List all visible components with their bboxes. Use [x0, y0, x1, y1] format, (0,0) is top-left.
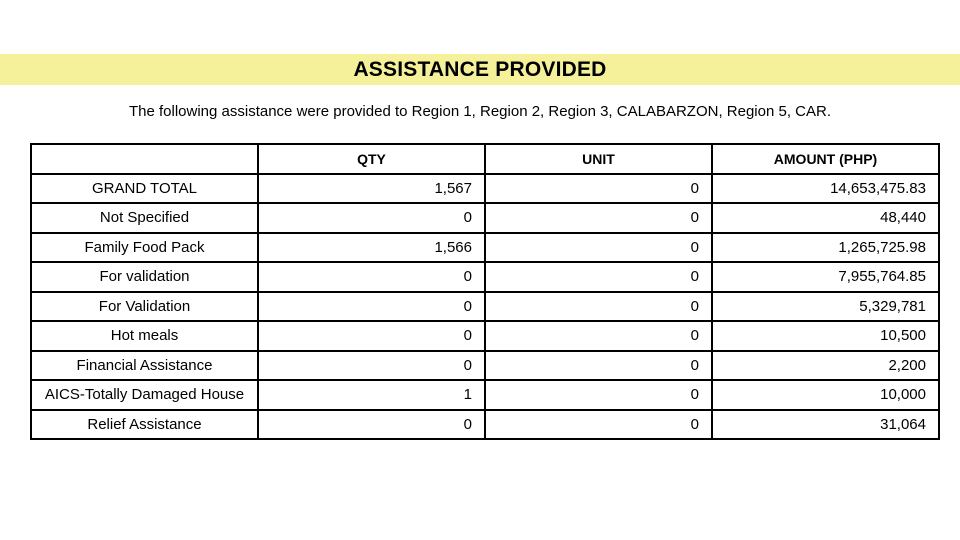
row-unit: 0 [485, 380, 712, 410]
table-row [31, 292, 939, 322]
row-qty: 0 [258, 292, 485, 322]
row-amount: 1,265,725.98 [712, 233, 939, 263]
row-qty: 1,567 [258, 174, 485, 204]
row-unit: 0 [485, 292, 712, 322]
page-title: ASSISTANCE PROVIDED [353, 57, 607, 81]
row-amount: 10,000 [712, 380, 939, 410]
table-body [31, 174, 939, 440]
subtitle: The following assistance were provided to Region 1, Region 2, Region 3, CALABARZON, Region 5, CAR. [128, 103, 832, 120]
table-row [31, 262, 939, 292]
row-amount: 48,440 [712, 203, 939, 233]
header-label [31, 144, 258, 174]
table-row [31, 351, 939, 381]
row-unit: 0 [485, 203, 712, 233]
row-label: Financial Assistance [31, 351, 258, 381]
row-label: For validation [31, 262, 258, 292]
row-amount: 7,955,764.85 [712, 262, 939, 292]
row-amount: 10,500 [712, 321, 939, 351]
title-band [0, 54, 960, 85]
row-qty: 1,566 [258, 233, 485, 263]
row-unit: 0 [485, 233, 712, 263]
row-amount: 5,329,781 [712, 292, 939, 322]
row-label: Family Food Pack [31, 233, 258, 263]
table-row [31, 233, 939, 263]
row-unit: 0 [485, 351, 712, 381]
table-row [31, 203, 939, 233]
table-row [31, 410, 939, 440]
header-unit: UNIT [485, 144, 712, 174]
row-amount: 2,200 [712, 351, 939, 381]
row-amount: 14,653,475.83 [712, 174, 939, 204]
row-label: GRAND TOTAL [31, 174, 258, 204]
row-label: For Validation [31, 292, 258, 322]
row-qty: 1 [258, 380, 485, 410]
table-header-row [31, 144, 939, 174]
row-qty: 0 [258, 203, 485, 233]
row-label: Hot meals [31, 321, 258, 351]
row-unit: 0 [485, 410, 712, 440]
table-row [31, 174, 939, 204]
row-label: Relief Assistance [31, 410, 258, 440]
table-row [31, 380, 939, 410]
header-qty: QTY [258, 144, 485, 174]
table-row [31, 321, 939, 351]
row-label: AICS-Totally Damaged House [31, 380, 258, 410]
row-qty: 0 [258, 321, 485, 351]
row-amount: 31,064 [712, 410, 939, 440]
row-unit: 0 [485, 174, 712, 204]
row-label: Not Specified [31, 203, 258, 233]
row-unit: 0 [485, 321, 712, 351]
header-amount: AMOUNT (PHP) [712, 144, 939, 174]
assistance-table [30, 143, 940, 440]
row-qty: 0 [258, 410, 485, 440]
row-qty: 0 [258, 351, 485, 381]
row-unit: 0 [485, 262, 712, 292]
row-qty: 0 [258, 262, 485, 292]
